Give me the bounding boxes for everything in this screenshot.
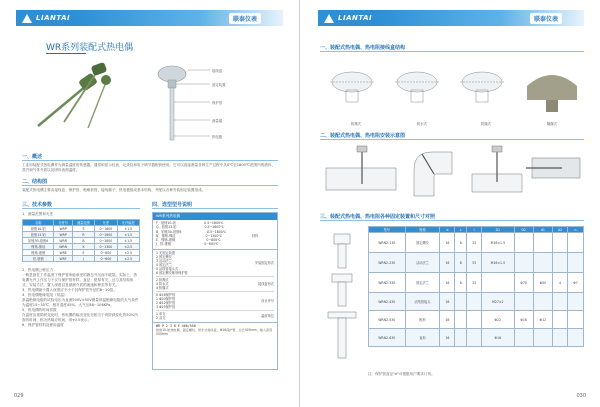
- thermocouple-illustration: [28, 62, 118, 132]
- model-row: B、铂铑30-铂铑6 0.5~1800℃: [156, 229, 227, 234]
- box-caption: 防爆式: [480, 122, 492, 126]
- page-title: WR系列装配式热电偶: [46, 43, 134, 53]
- table-header-row: [23, 220, 140, 226]
- section-title: 一、装配式热电偶、热电阻接线盒结构: [320, 45, 406, 51]
- group-label: 温度单位: [261, 313, 274, 318]
- model-group: 1 单支 2 双支 温度单位: [156, 311, 274, 320]
- column-header: l: [467, 227, 482, 233]
- model-example-note: 铂铑10-铂热电偶，固定螺纹，防水式接线盒，Φ16保护管，总长400mm，插入深度550mm: [156, 327, 273, 336]
- note-line: 3、热电偶最小置入深度应不小于其保护管外径的8~10倍。: [22, 288, 117, 292]
- column-header: D1: [482, 227, 514, 233]
- model-row: E、镍铬-康铜 0~800℃: [156, 238, 221, 243]
- group-label: 安装固定形式: [254, 260, 274, 265]
- section-title: 二、结构图: [22, 179, 48, 185]
- right-page: [300, 0, 600, 407]
- table-row: 镍铬-康铜 WRE E 0~800 ±2.5: [23, 250, 140, 256]
- model-group: 2 防溅式 3 防水式 4 防爆式 接线盒形式: [156, 277, 274, 290]
- table-row: WRN2-630 直形 16 Φ16: [369, 329, 584, 347]
- structure-diagram: [150, 62, 223, 144]
- note-line: 4、热电偶绝缘电阻（常温）: [22, 293, 68, 297]
- page-header: [16, 10, 283, 26]
- part-label: 热电极: [212, 135, 223, 139]
- table-note: 注：保护管直径"d"可根据用户要求订货。: [368, 372, 435, 376]
- fitting-drawings: [320, 232, 364, 362]
- dimension-table: [368, 226, 584, 347]
- header-brand-label: 联泰仪表: [229, 13, 261, 24]
- table-row: WRN2-130 固定螺纹 16 8 33 M16×1.5: [369, 233, 584, 253]
- model-row: Q、铂铑13-铂 0.5~1600℃: [156, 225, 224, 230]
- page-header: [318, 10, 584, 26]
- section-text: 装配式热电偶主要由接线盒、保护管、绝缘套管、接线端子、热电极组成基本结构，并配以各种安装固定装置组成。: [22, 188, 206, 192]
- model-row: N、镍铬-镍硅 0~1300℃ 材料: [156, 233, 259, 238]
- note-line: 常温绝缘电阻的试验电压为直流500V±50V测量常温绝缘电阻的大气条件为温度15~35℃，相对湿度45%，大气压86~106KPa。: [22, 298, 139, 307]
- note-line: 6、保护管材料及使用温度: [22, 323, 64, 327]
- installation-diagrams: [322, 144, 584, 206]
- table-row: WRN2-230 活动法兰 16 8 33 M16×1.5: [369, 253, 584, 273]
- table-caption: 1、测量范围和允差: [22, 212, 54, 216]
- part-label: 保护管: [212, 101, 223, 105]
- column-header: d2: [553, 227, 568, 233]
- column-header: 型号: [369, 227, 406, 233]
- note-line: 5、热电偶的时间常数: [22, 308, 57, 312]
- section-title: 四、选型型号说明: [152, 202, 193, 208]
- model-row: J、铁-康铜 0~600℃: [156, 242, 219, 247]
- model-example: WR P 2 3 0 E 400/550: [156, 323, 196, 328]
- column-header: 允差: [95, 220, 117, 226]
- column-header: D2: [514, 227, 533, 233]
- column-header: L: [455, 227, 467, 233]
- box-caption: 隔爆式: [546, 122, 558, 126]
- column-header: 分度号: [54, 220, 72, 226]
- page-number: 029: [14, 393, 24, 399]
- model-group: 0 Φ16保护管 1 Φ20保护管 2 Φ12保护管 3 Φ25保护管 设计序号: [156, 292, 274, 309]
- box-caption: 防水式: [416, 122, 428, 126]
- section-title: 三、技术参数: [22, 202, 53, 208]
- column-header: 名称: [23, 220, 54, 226]
- logo-icon: [22, 14, 32, 23]
- model-row: F、铂铑10-铂 0.5~1600℃: [156, 221, 224, 225]
- table-row: WRN2-530 锥形 16 Φ22 Φ16 Φ12: [369, 311, 584, 329]
- column-header: 允许偏差: [117, 220, 139, 226]
- junction-box-drawings: [322, 56, 584, 120]
- section-text: 工业用装配式热电偶作为测量温度的传感器，通常和显示仪表、记录仪和电子调节器配套使用。它可以直接测量各种生产过程中从0℃至1800℃范围内的液体、蒸汽和气体介质以及固体表面温度。: [22, 163, 276, 172]
- part-label: 固定装置: [212, 83, 226, 87]
- model-header: WR系列热电偶: [153, 213, 277, 220]
- section-title: 二、装配式热电偶、热电阻安装示意图: [320, 133, 406, 139]
- table-row: 铂铑30-铂铑6 WRR B 0~1800 ±1.5: [23, 238, 140, 244]
- note-line: 在温度出现阶跃变化时，热电偶的输出变化至相当于该阶跃变化的50%所需的时间，称为热响应时间，用τ0.5表示。: [22, 313, 138, 322]
- page-number: 030: [576, 393, 586, 399]
- box-caption: 防溅式: [350, 122, 362, 126]
- column-header: d1: [533, 227, 552, 233]
- brand-logo: LIANTAI: [16, 10, 76, 26]
- logo-icon: [324, 14, 334, 23]
- note-line: 2、热电偶公称压力: [22, 268, 54, 272]
- table-row: 铂铑13-铂 WRP R 0~1600 ±1.5: [23, 232, 140, 238]
- note-line: 一般是指在工作温度下保护管所能承受的静态外压而不破裂。实际上，热电偶允许工作压力不仅与保护管材料、直径、壁厚有关，还与其结构形式、安装方法、置入深度以及被测介质的流速和种类等有关。: [22, 273, 137, 287]
- group-label: 设计序号: [261, 298, 274, 303]
- table-row: WRN2-430 活络管接头 16 M27×2: [369, 293, 584, 311]
- spec-table: [22, 219, 140, 262]
- group-label: 接线盒形式: [258, 281, 274, 286]
- header-brand-label: 联泰仪表: [530, 13, 562, 24]
- column-header: n: [568, 227, 584, 233]
- part-label: 接线盒: [212, 69, 223, 73]
- section-title: 三、装配式热电偶、热电阻各种固定装置和尺寸对照: [320, 214, 436, 220]
- table-row: 铁-康铜 WRF J 0~600 ±2.5: [23, 256, 140, 262]
- model-selection-chart: [152, 212, 278, 370]
- model-group: 1 无固定装置 2 固定螺纹 3 活动法兰 4 固定法兰 5 活络管接头式 6 固定螺纹锥形保护管 安装固定形式: [156, 250, 274, 275]
- part-label: 测量端: [212, 119, 223, 123]
- column-header: d: [440, 227, 455, 233]
- table-row: 镍铬-镍硅 WRN K 0~1300 ±2.5: [23, 244, 140, 250]
- column-header: 规格: [405, 227, 440, 233]
- column-header: 测量范围: [72, 220, 94, 226]
- table-row: WRN2-330 固定法兰 16 8 33 Φ70 Φ50 4 Φ7: [369, 273, 584, 293]
- notes-block: [22, 268, 140, 328]
- table-row: 铂铑10-铂 WRP S 0~1600 ±1.5: [23, 226, 140, 232]
- brand-logo: LIANTAI: [318, 10, 378, 26]
- section-title: 一、概述: [22, 154, 43, 160]
